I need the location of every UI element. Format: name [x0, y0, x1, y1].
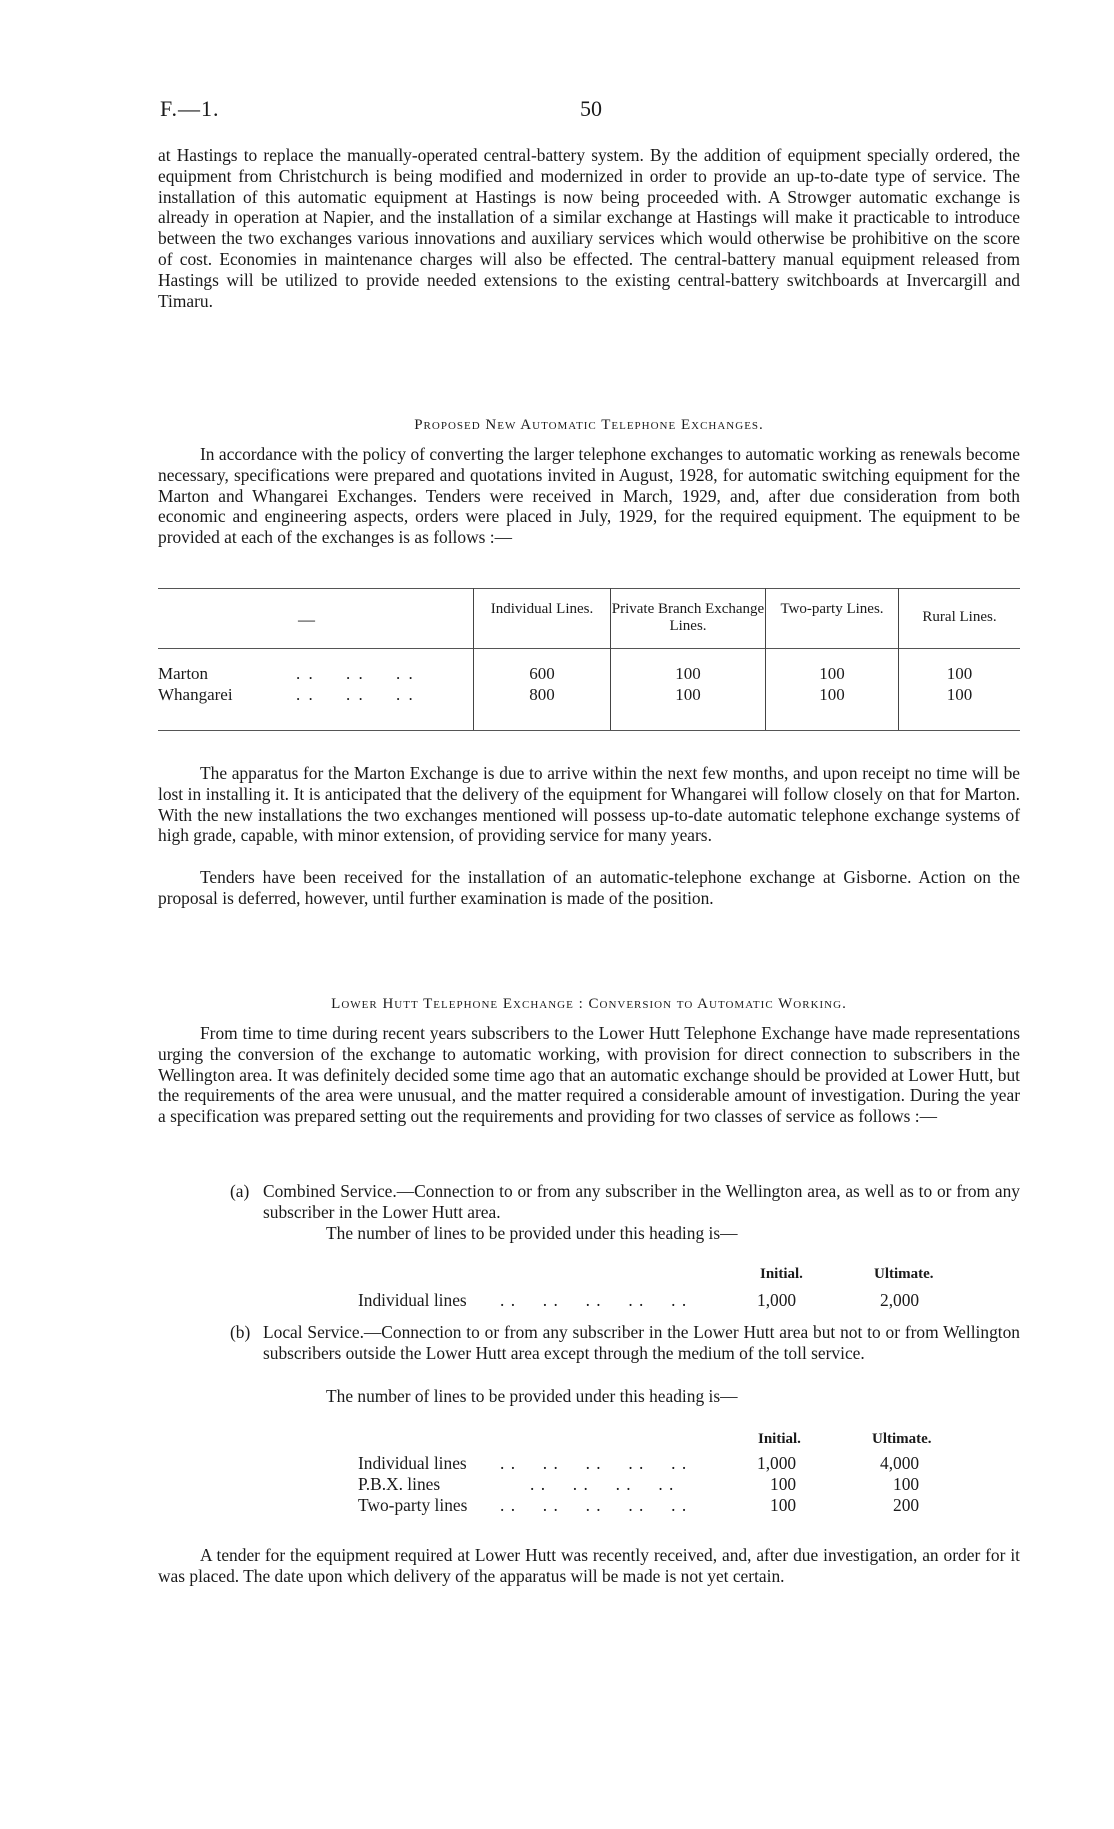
dot-leader: . . . . . . [296, 685, 415, 704]
paragraph-marton-apparatus: The apparatus for the Marton Exchange is due to arrive within the next few months, and upon receipt no time will be lost in installing it. It is anticipated that the delivery of the equipment for Whangarei will follow closely on that for Marton. With the new installations the two exchanges mentioned will possess up-to-date automatic telephone exchange systems of high grade, capable, with minor extension, of providing service for many years. [158, 763, 1020, 846]
item-combined-service [230, 1181, 1020, 1223]
dot-leader: . . . . . . . . . . [500, 1290, 688, 1310]
page-header [160, 96, 1020, 126]
lines-initial-value: 100 [770, 1495, 797, 1515]
section-heading-lower-hutt: Lower Hutt Telephone Exchange : Conversion to Automatic Working. [331, 996, 847, 1012]
table-cell: 100 [675, 664, 701, 683]
item-label: (a) [230, 1181, 250, 1201]
table-cell: 100 [819, 685, 845, 704]
lines-ultimate-value: 2,000 [880, 1290, 920, 1310]
item-text: Local Service.—Connection to or from any subscriber in the Lower Hutt area but not to or from Wellington subscribers outside the Lower Hutt area except through the medium of the toll service. [263, 1322, 1020, 1363]
column-header-individual: Individual Lines. [490, 601, 594, 617]
paragraph-proposed-exchanges: In accordance with the policy of converting the larger telephone exchanges to automatic working as renewals become necessary, specifications were prepared and quotations invited in August, 1928, for automatic switching equipment for the Marton and Whangarei Exchanges. Tenders were received in March, 1929, and, after due consideration from both economic and engineering aspects, orders were placed in July, 1929, for the required equipment. The equipment to be provided at each of the exchanges is as follows :— [158, 444, 1020, 548]
section-heading-proposed-exchanges: Proposed New Automatic Telephone Exchanges. [414, 417, 764, 433]
dot-leader: . . . . . . . . . . [500, 1495, 688, 1515]
lines-row-name: Two-party lines [358, 1495, 468, 1515]
document-reference: F.—1. [160, 96, 220, 121]
item-intro: The number of lines to be provided under this heading is— [326, 1223, 738, 1243]
table-cell: 600 [529, 664, 555, 683]
column-header-two-party: Two-party Lines. [780, 601, 884, 617]
item-label: (b) [230, 1322, 251, 1342]
paragraph-lower-hutt: From time to time during recent years subscribers to the Lower Hutt Telephone Exchange have made representations urging the conversion of the exchange to automatic working, with provision for direct connection to subscribers in the Wellington area. It was definitely decided some time ago that an automatic exchange should be provided at Lower Hutt, but the requirements of the area were unusual, and the matter required a considerable amount of investigation. During the year a specification was prepared setting out the requirements and providing for two classes of service as follows :— [158, 1023, 1020, 1127]
lines-row-name: Individual lines [358, 1290, 467, 1310]
item-intro: The number of lines to be provided under this heading is— [326, 1386, 738, 1406]
lines-ultimate-value: 100 [893, 1474, 920, 1494]
dot-leader: . . . . . . . . . . [500, 1453, 688, 1473]
lines-initial-value: 100 [770, 1474, 797, 1494]
column-header-ultimate: Ultimate. [874, 1266, 934, 1282]
column-header-pbx: Private Branch Exchange Lines. [611, 601, 765, 634]
table-cell: 100 [946, 664, 973, 683]
table-cell: 800 [529, 685, 555, 704]
dot-leader: . . . . . . [296, 664, 415, 683]
lines-initial-value: 1,000 [757, 1290, 797, 1310]
table-cell: 100 [946, 685, 973, 704]
lines-initial-value: 1,000 [757, 1453, 797, 1473]
column-header-rural: Rural Lines. [922, 609, 997, 625]
page-number: 50 [580, 96, 602, 121]
column-header-ultimate: Ultimate. [872, 1431, 932, 1447]
lines-row-name: Individual lines [358, 1453, 467, 1473]
stub-header: — [298, 610, 315, 629]
lines-ultimate-value: 4,000 [880, 1453, 920, 1473]
table-row-name: Whangarei [158, 685, 233, 704]
item-local-service [230, 1322, 1020, 1364]
dot-leader: . . . . . . . . [530, 1474, 675, 1494]
column-header-initial: Initial. [760, 1266, 803, 1282]
table-row-name: Marton [158, 664, 209, 683]
paragraph-gisborne: Tenders have been received for the installation of an automatic-telephone exchange at Gisborne. Action on the proposal is deferred, however, until further examination is made of the position. [158, 867, 1020, 908]
lines-row-name: P.B.X. lines [358, 1474, 441, 1494]
paragraph-tender-lower-hutt: A tender for the equipment required at Lower Hutt was recently received, and, after due investigation, an order for it was placed. The date upon which delivery of the apparatus will be made is not yet certain. [158, 1545, 1020, 1586]
intro-paragraph: at Hastings to replace the manually-operated central-battery system. By the addition of equipment specially ordered, the equipment from Christchurch is being modified and modernized in order to provide an up-to-date type of service. The installation of this automatic equipment at Hastings is now being proceeded with. A Strowger automatic exchange is already in operation at Napier, and the installation of a similar exchange at Hastings will make it practicable to introduce between the two exchanges various innovations and auxiliary services which would otherwise be prohibitive on the score of cost. Economies in maintenance charges will also be effected. The central-battery manual equipment released from Hastings will be utilized to provide needed extensions to the existing central-battery switchboards at Invercargill and Timaru. [158, 145, 1020, 311]
column-header-initial: Initial. [758, 1431, 801, 1447]
lines-ultimate-value: 200 [893, 1495, 920, 1515]
table-cell: 100 [819, 664, 845, 683]
item-text: Combined Service.—Connection to or from any subscriber in the Wellington area, as well as to or from any subscriber in the Lower Hutt area. [263, 1181, 1020, 1222]
table-cell: 100 [675, 685, 701, 704]
exchanges-table [158, 588, 1020, 738]
